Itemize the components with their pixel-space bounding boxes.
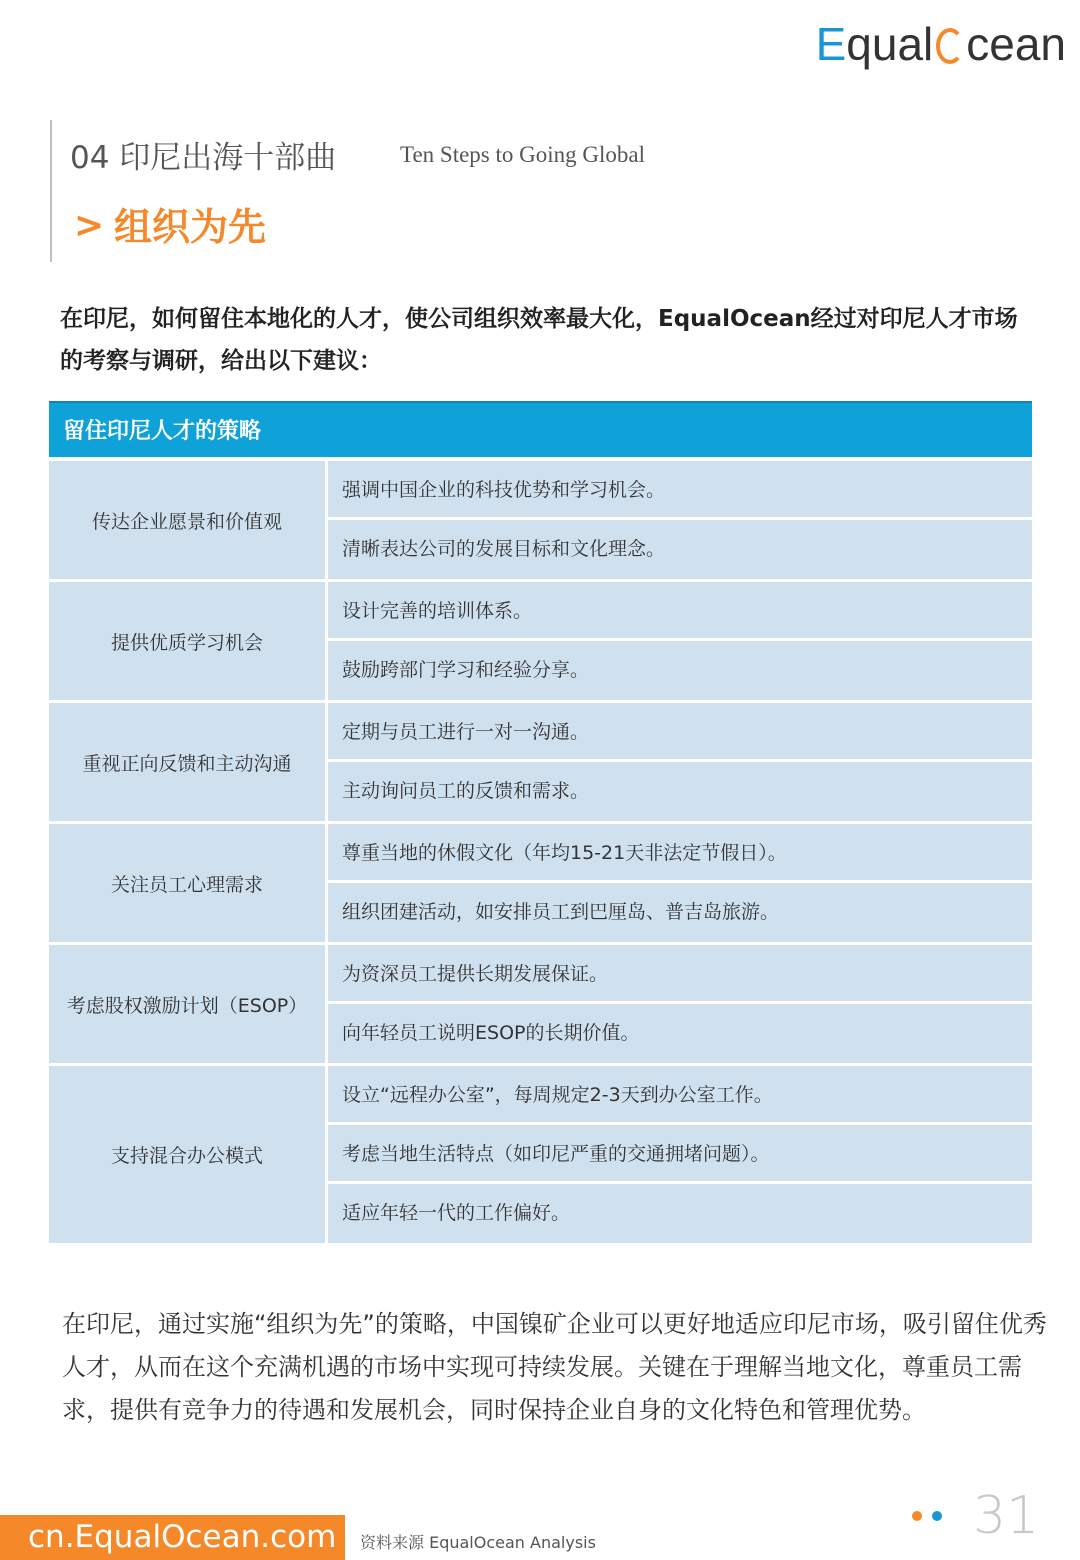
logo-cean: cean — [966, 18, 1066, 70]
blue-dot-icon — [932, 1511, 942, 1521]
strategy-table — [49, 461, 1032, 1246]
strategy-cell: 关注员工心理需求 — [49, 824, 325, 942]
table-row: 向年轻员工说明ESOP的长期价值。 — [328, 1004, 1032, 1063]
strategy-cell: 考虑股权激励计划（ESOP） — [49, 945, 325, 1063]
strategy-cell: 支持混合办公模式 — [49, 1066, 325, 1243]
table-row: 设计完善的培训体系。 — [328, 582, 1032, 641]
section-subtitle-en: Ten Steps to Going Global — [400, 142, 645, 167]
strategy-cell: 提供优质学习机会 — [49, 582, 325, 700]
section-divider — [50, 120, 52, 262]
strategy-items — [328, 824, 1032, 942]
strategy-items — [328, 945, 1032, 1063]
page-heading: 组织为先 — [114, 205, 267, 249]
table-group — [49, 703, 1032, 824]
table-row: 主动询问员工的反馈和需求。 — [328, 762, 1032, 821]
table-row: 考虑当地生活特点（如印尼严重的交通拥堵问题）。 — [328, 1125, 1032, 1184]
footer-source: 资料来源 EqualOcean Analysis — [360, 1533, 596, 1552]
strategy-items — [328, 461, 1032, 579]
table-row: 尊重当地的休假文化（年均15-21天非法定节假日）。 — [328, 824, 1032, 883]
logo-qual: qual — [846, 18, 934, 70]
equalocean-logo — [816, 14, 1066, 74]
logo-e: E — [815, 18, 847, 70]
footer-site-link[interactable]: cn.EqualOcean.com — [0, 1515, 345, 1560]
strategy-items — [328, 1066, 1032, 1243]
table-group — [49, 824, 1032, 945]
table-row: 为资深员工提供长期发展保证。 — [328, 945, 1032, 1004]
strategy-items — [328, 582, 1032, 700]
table-row: 组织团建活动，如安排员工到巴厘岛、普吉岛旅游。 — [328, 883, 1032, 942]
table-row: 清晰表达公司的发展目标和文化理念。 — [328, 520, 1032, 579]
intro-paragraph: 在印尼，如何留住本地化的人才，使公司组织效率最大化，EqualOcean经过对印尼人才市场的考察与调研，给出以下建议： — [60, 306, 1018, 374]
strategy-items — [328, 703, 1032, 821]
strategy-cell: 传达企业愿景和价值观 — [49, 461, 325, 579]
table-row: 设立“远程办公室”，每周规定2-3天到办公室工作。 — [328, 1066, 1032, 1125]
table-row: 适应年轻一代的工作偏好。 — [328, 1184, 1032, 1243]
orange-dot-icon — [912, 1511, 922, 1521]
strategy-cell: 重视正向反馈和主动沟通 — [49, 703, 325, 821]
conclusion-paragraph: 在印尼，通过实施“组织为先”的策略，中国镍矿企业可以更好地适应印尼市场，吸引留住优秀人才，从而在这个充满机遇的市场中实现可持续发展。关键在于理解当地文化，尊重员工需求，提供有竞争力的待遇和发展机会，同时保持企业自身的文化特色和管理优势。 — [62, 1310, 1047, 1424]
logo-o-ring-icon — [936, 28, 964, 64]
chevron-right-icon: > — [74, 205, 105, 246]
table-group — [49, 945, 1032, 1066]
page-number: 31 — [973, 1486, 1040, 1546]
table-row: 定期与员工进行一对一沟通。 — [328, 703, 1032, 762]
table-group — [49, 1066, 1032, 1246]
table-header: 留住印尼人才的策略 — [49, 401, 1032, 457]
table-row: 强调中国企业的科技优势和学习机会。 — [328, 461, 1032, 520]
section-title: 04 印尼出海十部曲 — [70, 140, 337, 176]
table-row: 鼓励跨部门学习和经验分享。 — [328, 641, 1032, 700]
table-group — [49, 461, 1032, 582]
table-group — [49, 582, 1032, 703]
